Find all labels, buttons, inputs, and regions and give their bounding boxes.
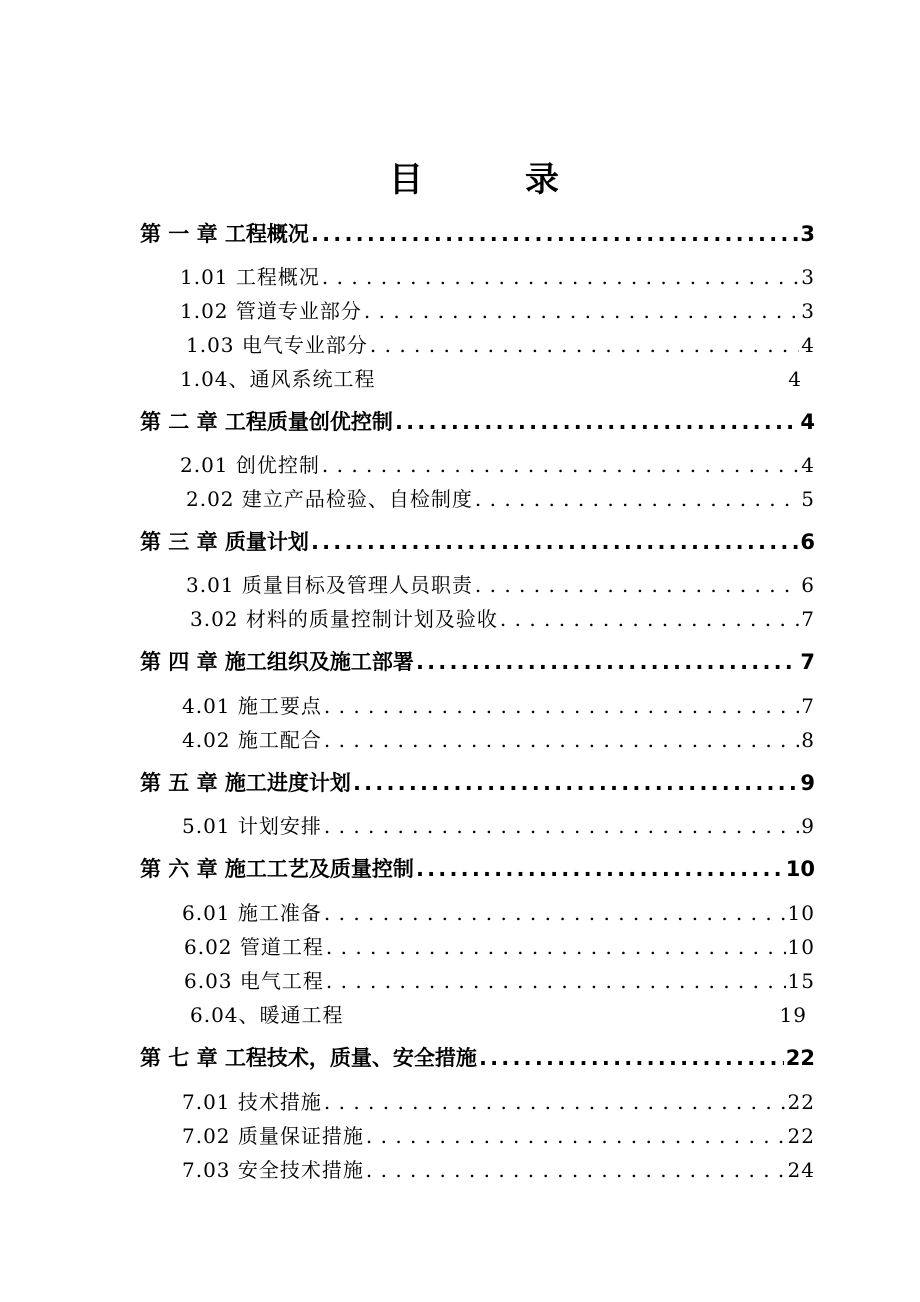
toc-page-number: 4 (801, 453, 815, 477)
toc-section-2-02[interactable] (186, 483, 815, 513)
toc-label: 6.04、暖通工程 (190, 1003, 344, 1027)
toc-chapter-1[interactable] (140, 218, 815, 248)
toc-leader (416, 650, 798, 674)
toc-label: 2.02 建立产品检验、自检制度 (186, 487, 473, 511)
toc-leader (311, 530, 798, 554)
toc-page-number: 3 (800, 222, 815, 246)
toc-page-number: 4 (788, 367, 802, 391)
toc-label: 6.02 管道工程 (184, 935, 324, 959)
toc-label: 第 一 章 工程概况 (140, 222, 309, 246)
toc-leader (479, 1046, 784, 1070)
toc-page-number: 19 (779, 1003, 807, 1027)
toc-section-6-04[interactable] (190, 999, 815, 1029)
toc-label: 1.01 工程概况 (180, 265, 320, 289)
toc-leader (326, 935, 786, 959)
toc-section-3-01[interactable] (186, 569, 815, 599)
toc-chapter-4[interactable] (140, 646, 815, 676)
toc-section-7-02[interactable] (182, 1120, 815, 1150)
toc-label: 6.01 施工准备 (182, 901, 322, 925)
toc-label: 7.02 质量保证措施 (182, 1124, 364, 1148)
page-title (0, 152, 920, 202)
toc-leader (324, 694, 799, 718)
toc-leader (370, 333, 799, 357)
toc-page-number: 6 (801, 573, 815, 597)
toc-label: 4.02 施工配合 (182, 728, 322, 752)
title-char-1: 目 (389, 160, 423, 200)
toc-leader (324, 814, 799, 838)
toc-leader (364, 299, 799, 323)
toc-leader (322, 453, 799, 477)
toc-leader (324, 1090, 786, 1114)
toc-section-4-02[interactable] (182, 724, 815, 754)
toc-label: 1.03 电气专业部分 (186, 333, 368, 357)
toc-chapter-5[interactable] (140, 767, 815, 797)
toc-label: 第 四 章 施工组织及施工部署 (140, 650, 414, 674)
toc-section-6-03[interactable] (184, 965, 815, 995)
toc-section-1-02[interactable] (180, 295, 815, 325)
toc-leader (475, 487, 799, 511)
title-char-2: 录 (525, 160, 559, 200)
toc-label: 第 六 章 施工工艺及质量控制 (140, 857, 414, 881)
toc-leader (416, 857, 784, 881)
toc-section-6-02[interactable] (184, 931, 815, 961)
toc-page-number: 15 (787, 969, 815, 993)
toc-page-number: 3 (801, 265, 815, 289)
toc-chapter-7[interactable] (140, 1042, 815, 1072)
toc-chapter-3[interactable] (140, 526, 815, 556)
toc-leader (324, 901, 786, 925)
toc-page-number: 10 (785, 857, 815, 881)
toc-leader (311, 222, 798, 246)
toc-page-number: 6 (800, 530, 815, 554)
toc-label: 1.02 管道专业部分 (180, 299, 362, 323)
toc-section-2-01[interactable] (180, 449, 815, 479)
toc-section-4-01[interactable] (182, 690, 815, 720)
toc-label: 3.01 质量目标及管理人员职责 (186, 573, 473, 597)
toc-label: 第 二 章 工程质量创优控制 (140, 410, 393, 434)
toc-page-number: 9 (800, 771, 815, 795)
toc-leader (366, 1158, 786, 1182)
toc-leader (326, 969, 786, 993)
toc-chapter-6[interactable] (140, 853, 815, 883)
toc-section-7-03[interactable] (182, 1154, 815, 1184)
toc-page-number: 9 (801, 814, 815, 838)
toc-page-number: 4 (800, 410, 815, 434)
toc-label: 2.01 创优控制 (180, 453, 320, 477)
toc-leader (366, 1124, 786, 1148)
toc-leader (322, 265, 799, 289)
toc-page-number: 5 (801, 487, 815, 511)
toc-page-number: 24 (787, 1158, 815, 1182)
toc-label: 4.01 施工要点 (182, 694, 322, 718)
toc-leader (353, 771, 798, 795)
toc-page-number: 22 (785, 1046, 815, 1070)
toc-section-5-01[interactable] (182, 810, 815, 840)
toc-page-number: 7 (800, 650, 815, 674)
toc-page-number: 22 (787, 1090, 815, 1114)
toc-label: 3.02 材料的质量控制计划及验收 (190, 607, 498, 631)
toc-label: 6.03 电气工程 (184, 969, 324, 993)
toc-leader (475, 573, 799, 597)
toc-label: 5.01 计划安排 (182, 814, 322, 838)
toc-chapter-2[interactable] (140, 406, 815, 436)
toc-section-1-04[interactable] (180, 363, 810, 393)
toc-section-7-01[interactable] (182, 1086, 815, 1116)
toc-label: 7.03 安全技术措施 (182, 1158, 364, 1182)
toc-page-number: 3 (801, 299, 815, 323)
toc-page-number: 4 (801, 333, 815, 357)
toc-label: 7.01 技术措施 (182, 1090, 322, 1114)
toc-page-number: 10 (787, 935, 815, 959)
toc-page-number: 8 (801, 728, 815, 752)
toc-page-number: 7 (801, 694, 815, 718)
toc-leader (395, 410, 798, 434)
toc-leader (500, 607, 799, 631)
toc-page-number: 7 (801, 607, 815, 631)
toc-section-3-02[interactable] (190, 603, 815, 633)
toc-section-6-01[interactable] (182, 897, 815, 927)
toc-label: 第 五 章 施工进度计划 (140, 771, 351, 795)
toc-label: 1.04、通风系统工程 (180, 367, 376, 391)
toc-section-1-03[interactable] (186, 329, 815, 359)
toc-label: 第 七 章 工程技术，质量、安全措施 (140, 1046, 477, 1070)
toc-page-number: 22 (787, 1124, 815, 1148)
toc-label: 第 三 章 质量计划 (140, 530, 309, 554)
toc-section-1-01[interactable] (180, 261, 815, 291)
toc-leader (324, 728, 799, 752)
toc-page-number: 10 (787, 901, 815, 925)
